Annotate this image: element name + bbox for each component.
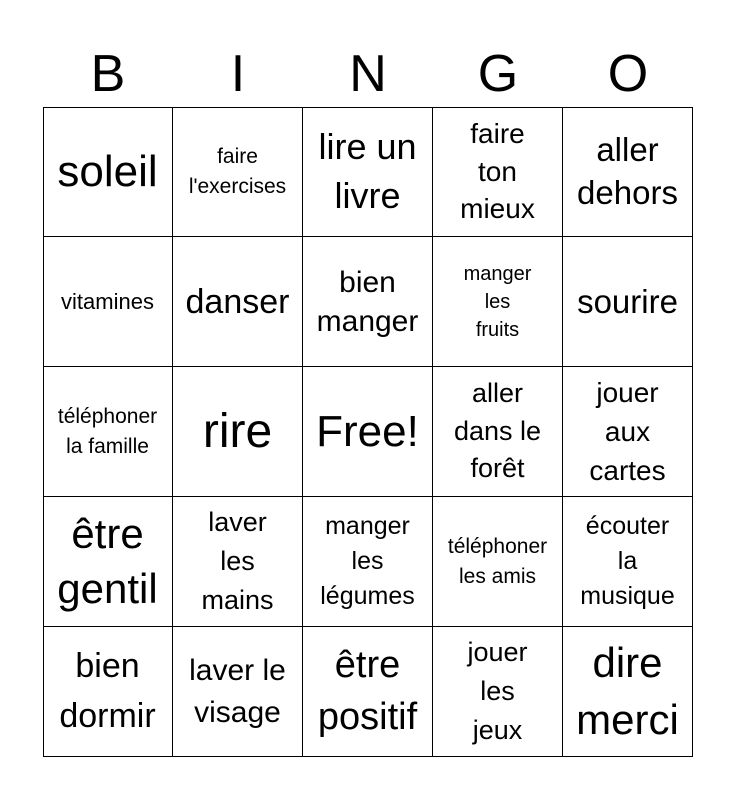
bingo-cell-i-3[interactable] <box>173 367 303 497</box>
bingo-cell-o-4[interactable] <box>563 497 693 627</box>
bingo-cell-o-3[interactable] <box>563 367 693 497</box>
bingo-cell-text: laver le visage <box>189 653 286 729</box>
bingo-cell-text: écouter la musique <box>580 512 675 610</box>
bingo-cell-n-2[interactable] <box>303 237 433 367</box>
bingo-cell-i-2[interactable] <box>173 237 303 367</box>
header-letter-i: I <box>230 45 246 103</box>
bingo-cell-n-4[interactable] <box>303 497 433 627</box>
bingo-cell-text: être gentil <box>57 509 158 612</box>
bingo-cell-i-1[interactable] <box>173 107 303 237</box>
bingo-cell-g-2[interactable] <box>433 237 563 367</box>
bingo-cell-text: bien dormir <box>59 647 156 735</box>
bingo-cell-i-4[interactable] <box>173 497 303 627</box>
bingo-cell-text: laver les mains <box>201 506 274 616</box>
bingo-cell-b-4[interactable] <box>43 497 173 627</box>
bingo-cell-g-5[interactable] <box>433 627 563 757</box>
bingo-cell-text: lire un livre <box>318 125 417 216</box>
bingo-cell-text: être positif <box>317 644 418 738</box>
bingo-cell-n-1[interactable] <box>303 107 433 237</box>
bingo-cell-text: aller dehors <box>577 130 678 211</box>
bingo-cell-text: téléphoner les amis <box>447 535 548 588</box>
header-letter-n: N <box>349 45 387 103</box>
bingo-cell-n-3[interactable] <box>303 367 433 497</box>
bingo-cell-text: dire merci <box>576 638 679 743</box>
bingo-header <box>43 40 693 108</box>
bingo-cell-o-5[interactable] <box>563 627 693 757</box>
bingo-cell-text: faire ton mieux <box>460 117 535 225</box>
bingo-card-grid <box>43 107 693 757</box>
bingo-cell-n-5[interactable] <box>303 627 433 757</box>
bingo-cell-o-1[interactable] <box>563 107 693 237</box>
bingo-cell-text: vitamines <box>61 288 154 314</box>
bingo-cell-text: faire l'exercises <box>188 145 287 198</box>
header-letter-b: B <box>90 45 126 103</box>
bingo-cell-text: danser <box>185 282 290 321</box>
header-letter-o: O <box>607 45 649 103</box>
bingo-cell-text: jouer les jeux <box>467 636 528 746</box>
bingo-cell-g-4[interactable] <box>433 497 563 627</box>
bingo-cell-text: jouer aux cartes <box>589 376 666 487</box>
bingo-cell-g-1[interactable] <box>433 107 563 237</box>
bingo-cell-i-5[interactable] <box>173 627 303 757</box>
header-letter-g: G <box>477 45 519 103</box>
bingo-cell-b-2[interactable] <box>43 237 173 367</box>
bingo-cell-text: rire <box>202 404 273 458</box>
bingo-cell-text: Free! <box>316 406 419 456</box>
bingo-cell-o-2[interactable] <box>563 237 693 367</box>
bingo-cell-text: sourire <box>577 283 678 320</box>
bingo-cell-text: aller dans le forêt <box>453 377 542 484</box>
bingo-cell-b-3[interactable] <box>43 367 173 497</box>
bingo-cell-text: téléphoner la famille <box>57 405 158 458</box>
bingo-cell-text: bien manger <box>316 265 419 338</box>
bingo-cell-b-5[interactable] <box>43 627 173 757</box>
bingo-cell-text: manger les légumes <box>320 512 415 610</box>
bingo-cell-b-1[interactable] <box>43 107 173 237</box>
bingo-cell-g-3[interactable] <box>433 367 563 497</box>
bingo-cell-text: manger les fruits <box>463 262 532 341</box>
bingo-cell-text: soleil <box>57 146 158 196</box>
